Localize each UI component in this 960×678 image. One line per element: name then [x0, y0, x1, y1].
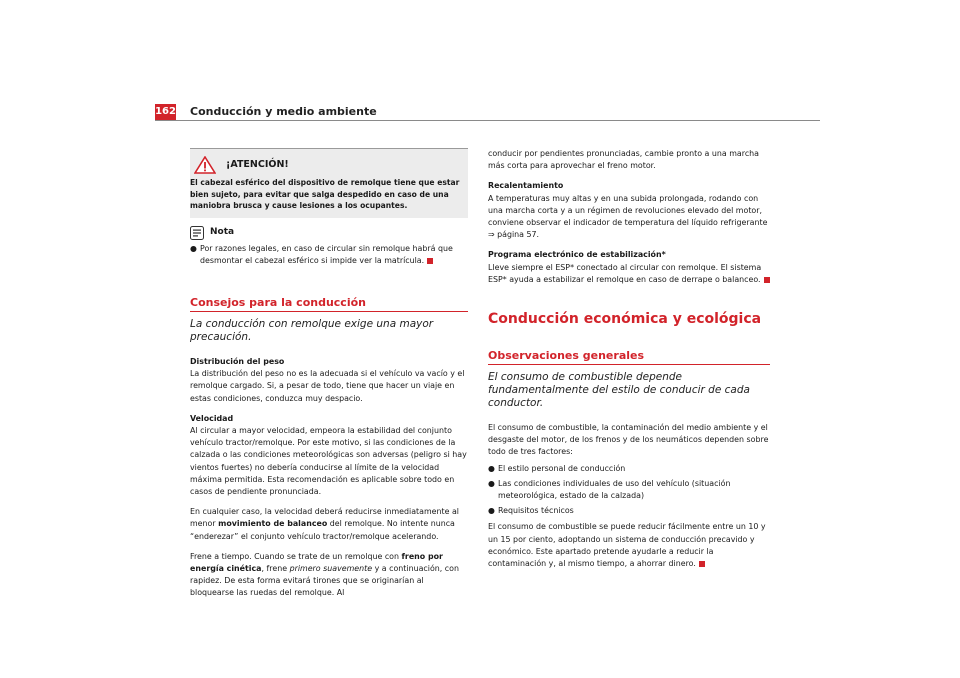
- warning-text: El cabezal esférico del dispositivo de remolque tiene que estar bien sujeto, para evitar que salga despedido en caso de una maniobra brusca y cause lesiones a los ocupantes.: [190, 178, 460, 210]
- balanceo-paragraph: En cualquier caso, la velocidad deberá reducirse inmediatamente al menor movimiento de balanceo del remolque. No intente nunca “enderezar” el conjunto vehículo tractor/remolque acelerando.: [190, 507, 459, 541]
- section-heading-observaciones: Observaciones generales: [488, 348, 770, 365]
- end-mark-icon: [764, 277, 770, 283]
- esp-label: Programa electrónico de estabilización*: [488, 250, 666, 260]
- factor-bullet-text: El estilo personal de conducción: [498, 463, 626, 473]
- bullet-dot-icon: ●: [488, 463, 495, 473]
- note-bullet: [190, 243, 468, 267]
- peso-label: Distribución del peso: [190, 356, 285, 366]
- end-mark-icon: [427, 258, 433, 264]
- velocidad-paragraph: Al circular a mayor velocidad, empeora la estabilidad del conjunto vehículo tractor/remolque. Por este motivo, si las condiciones de la calzada o las condiciones meteorológicas son adversas (peligro si hay vientos fuertes) no debería conducirse al límite de la velocidad máxima permitida. Esta recomendación es aplicable sobre todo en casos de pendiente pronunciada.: [190, 425, 467, 496]
- page-header-title: Conducción y medio ambiente: [190, 105, 377, 118]
- factor-bullet-text: Requisitos técnicos: [498, 506, 574, 516]
- warning-header: [190, 156, 464, 174]
- bullet-dot-icon: ●: [488, 506, 495, 516]
- chapter-heading: Conducción económica y ecológica: [488, 311, 762, 328]
- right-column: [488, 148, 770, 570]
- factor-bullet-text: Las condiciones individuales de uso del vehículo (situación meteorológica, estado de la calzada): [498, 478, 731, 501]
- page-number: 162: [155, 104, 176, 120]
- section-subtitle: La conducción con remolque exige una mayor precaución.: [190, 317, 434, 343]
- section-subtitle-observaciones: El consumo de combustible depende fundamentalmente del estilo de conducir de cada conductor.: [488, 371, 750, 410]
- suavemente-emphasis: primero suavemente: [289, 563, 373, 573]
- left-column: [190, 148, 468, 600]
- bullet-dot-icon: ●: [190, 243, 197, 253]
- peso-paragraph: La distribución del peso no es la adecuada si el vehículo va vacío y el remolque cargado. Si, a pesar de todo, tiene que hacer un viaje en estas condiciones, conduzca muy despacio.: [190, 369, 465, 403]
- recalentamiento-paragraph: A temperaturas muy altas y en una subida prolongada, rodando con una marcha corta y a un régimen de revoluciones elevado del motor, conviene observar el indicador de temperatura del líquido refrigerante ⇒ página 57.: [488, 193, 768, 240]
- freno-emphasis: freno por energía cinética: [190, 551, 443, 573]
- warning-box: [190, 148, 468, 218]
- section-heading-consejos: Consejos para la conducción: [190, 295, 468, 312]
- warning-title: ¡ATENCIÓN!: [226, 158, 289, 170]
- intro-paragraph: El consumo de combustible, la contaminación del medio ambiente y el desgaste del motor, de los frenos y de los neumáticos dependen sobre todo de tres factores:: [488, 423, 769, 457]
- warning-triangle-icon: [194, 156, 216, 174]
- recalentamiento-label: Recalentamiento: [488, 181, 564, 191]
- bullet-dot-icon: ●: [488, 478, 495, 488]
- esp-paragraph: Lleve siempre el ESP* conectado al circular con remolque. El sistema ESP* ayuda a estabilizar el remolque en caso de derrape o balanceo.: [488, 262, 770, 286]
- frenado-paragraph: Frene a tiempo. Cuando se trate de un remolque con freno por energía cinética, frene primero suavemente y a continuación, con rapidez. De esta forma evitará tirones que se originarían al bloquearse las ruedas del remolque. Al: [190, 551, 459, 598]
- balanceo-emphasis: movimiento de balanceo: [218, 519, 328, 529]
- continuation-paragraph: conducir por pendientes pronunciadas, cambie pronto a una marcha más corta para aprovechar el freno motor.: [488, 149, 760, 171]
- factor-bullet: [488, 463, 770, 475]
- end-mark-icon: [699, 561, 705, 567]
- note-icon: [190, 226, 204, 240]
- factor-bullet: [488, 505, 770, 517]
- note-title: Nota: [210, 227, 235, 238]
- velocidad-label: Velocidad: [190, 413, 234, 423]
- note-header: [190, 226, 468, 240]
- header-divider: [155, 120, 820, 121]
- closing-paragraph: El consumo de combustible se puede reducir fácilmente entre un 10 y un 15 por ciento, adoptando un sistema de conducción precavido y económico. Este apartado pretende ayudarle a reducir la contaminación y, al mismo tiempo, a ahorrar dinero.: [488, 522, 766, 569]
- note-bullet-text: Por razones legales, en caso de circular sin remolque habrá que desmontar el cabezal esférico si impide ver la matrícula.: [200, 243, 453, 265]
- factor-bullet: [488, 478, 770, 502]
